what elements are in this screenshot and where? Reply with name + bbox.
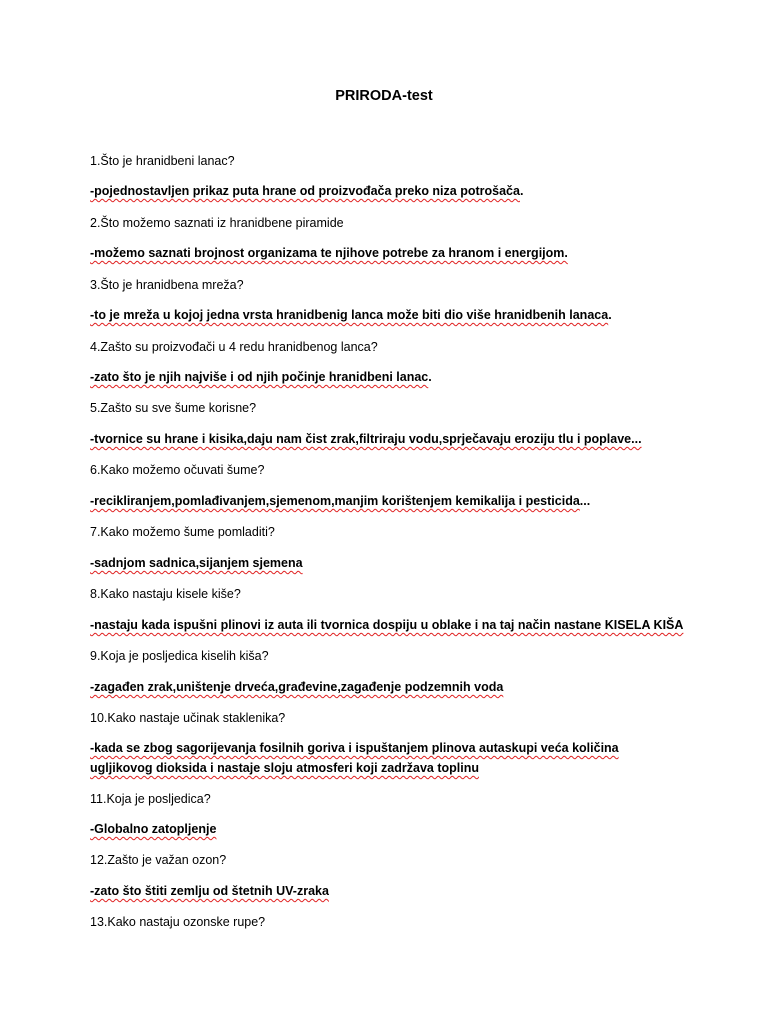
question-4: 4.Zašto su proizvođači u 4 redu hranidbenog lanca? xyxy=(90,340,378,354)
answer-5 xyxy=(90,429,690,449)
question-2: 2.Što možemo saznati iz hranidbene piramide xyxy=(90,216,344,230)
answer-12-text: -zato što štiti zemlju od štetnih UV-zraka xyxy=(90,884,329,898)
question-1: 1.Što je hranidbeni lanac? xyxy=(90,154,235,168)
question-9: 9.Koja je posljedica kiselih kiša? xyxy=(90,649,269,663)
answer-12 xyxy=(90,881,690,901)
answer-2 xyxy=(90,243,690,263)
answer-4 xyxy=(90,367,690,387)
answer-10-text: -kada se zbog sagorijevanja fosilnih goriva i ispuštanjem plinova autaskupi veća količina ugljikovog dioksida i nastaje sloju atmosferi koji zadržava toplinu xyxy=(90,741,619,775)
answer-9-text: -zagađen zrak,uništenje drveća,građevine,zagađenje podzemnih voda xyxy=(90,680,504,694)
question-8: 8.Kako nastaju kisele kiše? xyxy=(90,587,241,601)
question-10: 10.Kako nastaje učinak staklenika? xyxy=(90,711,286,725)
answer-11-text: -Globalno zatopljenje xyxy=(90,822,217,836)
question-11: 11.Koja je posljedica? xyxy=(90,792,211,806)
answer-11 xyxy=(90,819,690,839)
answer-3-tail: . xyxy=(608,308,612,322)
answer-1 xyxy=(90,181,690,201)
answer-5-text: -tvornice su hrane i kisika,daju nam čist zrak,filtriraju vodu,sprječavaju eroziju tlu i poplave... xyxy=(90,432,642,446)
answer-8 xyxy=(90,615,690,635)
answer-6-text: -recikliranjem,pomlađivanjem,sjemenom,manjim korištenjem kemikalija i pesticida xyxy=(90,494,580,508)
answer-4-text: -zato što je njih najviše i od njih počinje hranidbeni lanac xyxy=(90,370,429,384)
question-12: 12.Zašto je važan ozon? xyxy=(90,853,227,867)
question-3: 3.Što je hranidbena mreža? xyxy=(90,278,244,292)
question-7: 7.Kako možemo šume pomladiti? xyxy=(90,525,275,539)
answer-9 xyxy=(90,677,690,697)
question-6: 6.Kako možemo očuvati šume? xyxy=(90,463,265,477)
answer-8-text: -nastaju kada ispušni plinovi iz auta ili tvornica dospiju u oblake i na taj način nastane KISELA KIŠA xyxy=(90,618,684,632)
answer-2-text: -možemo saznati brojnost organizama te njihove potrebe za hranom i energijom. xyxy=(90,246,568,260)
question-5: 5.Zašto su sve šume korisne? xyxy=(90,401,257,415)
answer-7-text: -sadnjom sadnica,sijanjem sjemena xyxy=(90,556,303,570)
answer-7 xyxy=(90,553,690,573)
answer-4-tail: . xyxy=(428,370,432,384)
answer-1-text: -pojednostavljen prikaz puta hrane od proizvođača preko niza potrošača xyxy=(90,184,520,198)
answer-1-tail: . xyxy=(519,184,524,198)
answer-6-tail: ... xyxy=(579,494,591,508)
answer-3-text: -to je mreža u kojoj jedna vrsta hranidbenig lanca može biti dio više hranidbenih lanaca xyxy=(90,308,609,322)
answer-6 xyxy=(90,491,690,511)
answer-3 xyxy=(90,305,690,325)
question-13: 13.Kako nastaju ozonske rupe? xyxy=(90,915,266,929)
answer-10 xyxy=(90,738,680,778)
page-title: PRIRODA-test xyxy=(335,88,433,104)
